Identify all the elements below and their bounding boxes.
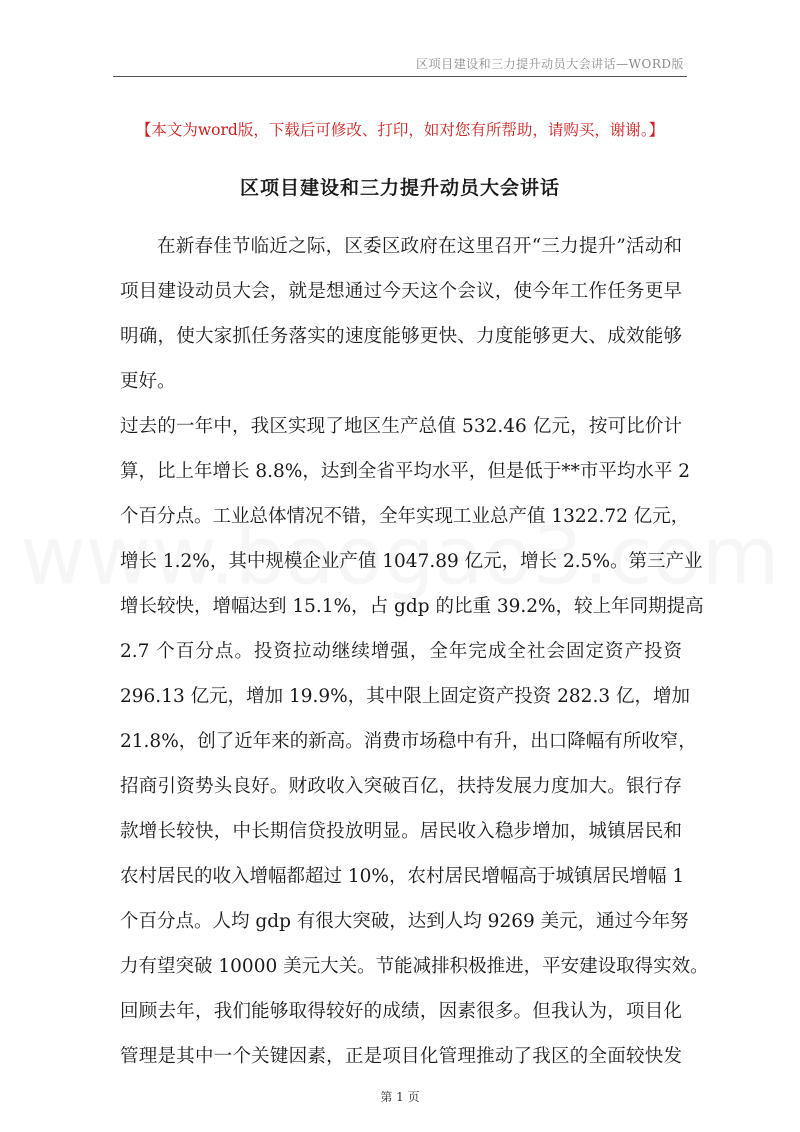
running-header: 区项目建设和三力提升动员大会讲话—WORD版 — [416, 57, 684, 71]
text-line: 管理是其中一个关键因素，正是项目化管理推动了我区的全面较快发 — [120, 1046, 682, 1067]
header-divider — [113, 76, 687, 77]
text-line: 21.8%，创了近年来的新高。消费市场稳中有升，出口降幅有所收窄， — [120, 731, 697, 752]
text-line: 2.7 个百分点。投资拉动继续增强，全年完成全社会固定资产投资 — [120, 641, 682, 662]
text-line: 增长 1.2%，其中规模企业产值 1047.89 亿元，增长 2.5%。第三产业 — [120, 551, 703, 572]
text-line: 增长较快，增幅达到 15.1%，占 gdp 的比重 39.2%，较上年同期提高 — [120, 596, 704, 617]
text-line: 过去的一年中，我区实现了地区生产总值 532.46 亿元，按可比价计 — [120, 416, 682, 437]
text-line: 回顾去年，我们能够取得较好的成绩，因素很多。但我认为，项目化 — [120, 1001, 682, 1022]
document-title: 区项目建设和三力提升动员大会讲话 — [239, 177, 560, 199]
text-line: 算，比上年增长 8.8%，达到全省平均水平，但是低于**市平均水平 2 — [120, 461, 691, 482]
page-number: 第 1 页 — [380, 1090, 420, 1104]
text-line: 个百分点。工业总体情况不错，全年实现工业总产值 1322.72 亿元， — [120, 506, 690, 527]
text-line: 项目建设动员大会，就是想通过今天这个会议，使今年工作任务更早 — [120, 281, 682, 302]
text-line: 在新春佳节临近之际，区委区政府在这里召开“三力提升”活动和 — [157, 236, 682, 257]
text-line: 更好。 — [120, 371, 176, 392]
text-line: 农村居民的收入增幅都超过 10%，农村居民增幅高于城镇居民增幅 1 — [120, 866, 685, 887]
text-line: 款增长较快，中长期信贷投放明显。居民收入稳步增加，城镇居民和 — [120, 821, 682, 842]
text-line: 招商引资势头良好。财政收入突破百亿，扶持发展力度加大。银行存 — [120, 776, 682, 797]
text-line: 296.13 亿元，增加 19.9%，其中限上固定资产投资 282.3 亿，增加 — [120, 686, 690, 707]
text-line: 明确，使大家抓任务落实的速度能够更快、力度能够更大、成效能够 — [120, 326, 682, 347]
text-line: 个百分点。人均 gdp 有很大突破，达到人均 9269 美元，通过今年努 — [120, 911, 689, 932]
text-line: 力有望突破 10000 美元大关。节能减排积极推进，平安建设取得实效。 — [120, 956, 709, 977]
download-notice: 【本文为word版，下载后可修改、打印，如对您有所帮助，请购买，谢谢。】 — [135, 121, 665, 139]
